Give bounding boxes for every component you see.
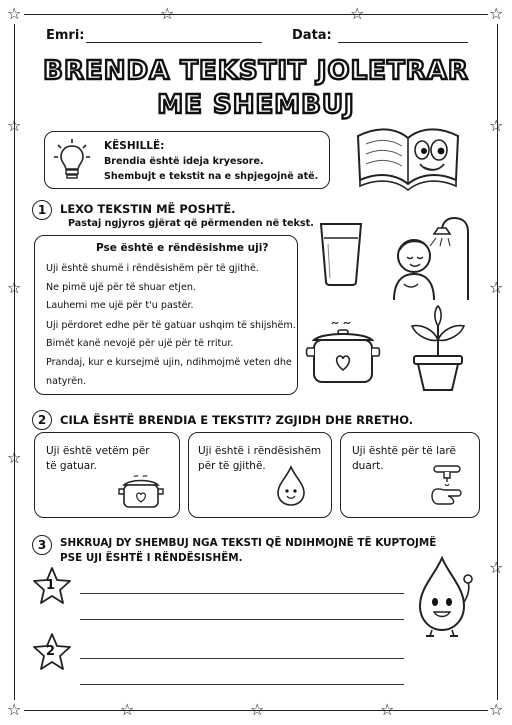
corner-star-icon: ☆	[7, 700, 22, 719]
name-label: Emri:	[46, 28, 85, 43]
answer-line[interactable]	[80, 658, 404, 659]
frame-top	[24, 14, 488, 15]
section2-title: CILA ËSHTË BRENDIA E TEKSTIT? ZGJIDH DHE RRETHO.	[60, 413, 414, 427]
reading-line: natyrën.	[46, 376, 87, 387]
border-star-icon: ☆	[350, 4, 365, 23]
tip-heading: KËSHILLË:	[104, 140, 165, 152]
border-star-icon: ☆	[7, 116, 22, 135]
section1-title: LEXO TEKSTIN MË POSHTË.	[60, 202, 236, 216]
section3-title-line1: SHKRUAJ DY SHEMBUJ NGA TEKSTI QË NDIHMOJNË TË KUPTOJMË	[60, 537, 437, 549]
border-star-icon: ☆	[489, 278, 504, 297]
page-title-line1: BRENDA TEKSTIT JOLETRAR	[43, 56, 469, 86]
reading-heading: Pse është e rëndësishme uji?	[96, 242, 269, 254]
answer-line[interactable]	[80, 619, 404, 620]
border-star-icon: ☆	[380, 700, 395, 719]
reading-line: Bimët kanë nevojë për ujë për të rritur.	[46, 338, 234, 349]
answer-line[interactable]	[80, 684, 404, 685]
corner-star-icon: ☆	[7, 4, 22, 23]
book-character-icon	[352, 114, 464, 196]
reading-box	[34, 235, 298, 395]
lightbulb-icon	[52, 138, 92, 182]
option-text: Uji është vetëm për të gatuar.	[46, 445, 150, 472]
waving-water-drop-icon	[410, 556, 476, 638]
page-title-line2: ME SHEMBUJ	[157, 90, 355, 120]
child-shower-icon[interactable]	[378, 212, 478, 300]
border-star-icon: ☆	[160, 4, 175, 23]
date-field[interactable]	[338, 42, 468, 43]
pot-icon	[118, 474, 164, 510]
border-star-icon: ☆	[120, 700, 135, 719]
section1-subtitle: Pastaj ngjyros gjërat që përmenden në tekst.	[68, 218, 314, 229]
reading-line: Ne pimë ujë për të shuar etjen.	[46, 282, 196, 293]
option-text: Uji është i rëndësishëm për të gjithë.	[198, 445, 322, 472]
corner-star-icon: ☆	[489, 4, 504, 23]
handwash-icon	[424, 462, 470, 508]
plant-pot-icon[interactable]	[406, 306, 470, 392]
section1-number: 1	[32, 200, 52, 220]
answer-line[interactable]	[80, 593, 404, 594]
border-star-icon: ☆	[489, 558, 504, 577]
water-drop-icon	[276, 466, 306, 506]
section3-title-line2: PSE UJI ËSHTË I RËNDËSISHËM.	[60, 552, 243, 564]
border-star-icon: ☆	[7, 278, 22, 297]
tip-line2: Shembujt e tekstit na e shpjegojnë atë.	[104, 171, 319, 182]
cooking-pot-icon[interactable]	[306, 318, 380, 388]
answer-number: 1	[46, 578, 56, 593]
border-star-icon: ☆	[250, 700, 265, 719]
reading-line: Uji përdoret edhe për të gatuar ushqim të shijshëm.	[46, 320, 296, 331]
border-star-icon: ☆	[489, 116, 504, 135]
reading-line: Uji është shumë i rëndësishëm për të gjithë.	[46, 263, 259, 274]
corner-star-icon: ☆	[489, 700, 504, 719]
water-glass-icon[interactable]	[318, 222, 364, 286]
section2-number: 2	[32, 410, 52, 430]
option-text: Uji është për të larë duart.	[352, 445, 456, 472]
border-star-icon: ☆	[7, 448, 22, 467]
date-label: Data:	[292, 28, 332, 43]
reading-line: Lauhemi me ujë për t'u pastër.	[46, 300, 194, 311]
tip-line1: Brendia është ideja kryesore.	[104, 156, 264, 167]
reading-line: Prandaj, kur e kursejmë ujin, ndihmojmë veten dhe	[46, 357, 292, 368]
answer-number: 2	[46, 644, 56, 659]
section3-number: 3	[32, 535, 52, 555]
name-field[interactable]	[86, 42, 262, 43]
